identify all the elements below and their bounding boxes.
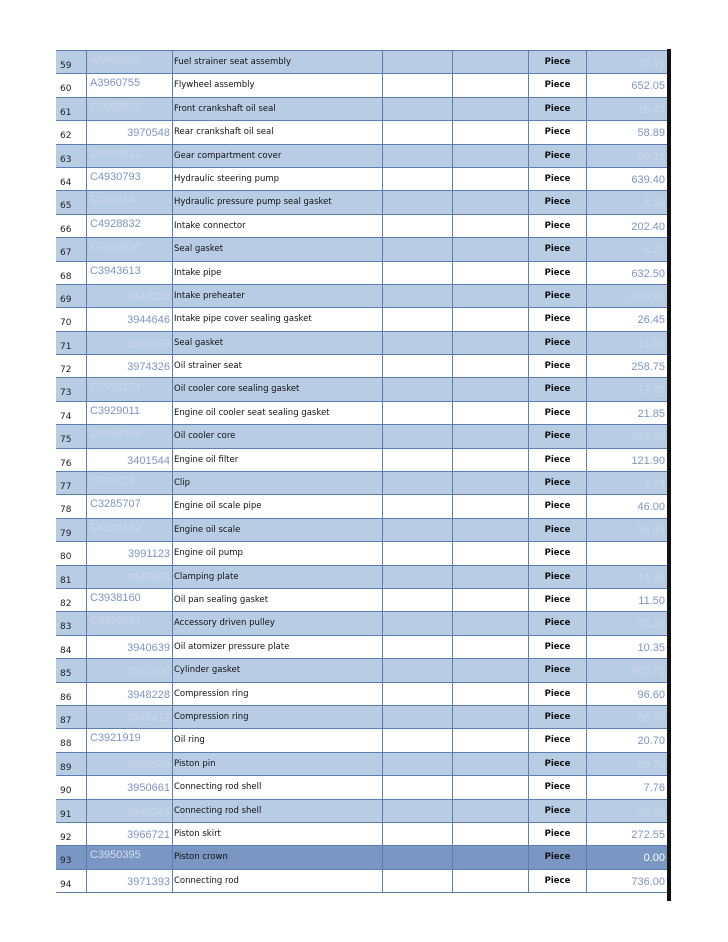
part-code: C3919624: [86, 612, 172, 634]
empty-cell: [452, 449, 528, 471]
empty-cell: [382, 74, 452, 96]
empty-cell: [382, 121, 452, 143]
row-number: 86: [60, 692, 72, 703]
empty-cell: [382, 636, 452, 658]
part-code: 3945244: [86, 800, 172, 822]
part-code: A3960755: [86, 74, 172, 96]
empty-cell: [452, 612, 528, 634]
part-description: Engine oil filter: [172, 449, 382, 471]
table-row: [56, 612, 668, 635]
table-row: [56, 191, 668, 214]
empty-cell: [382, 823, 452, 845]
row-number: 65: [60, 201, 72, 212]
empty-cell: [382, 776, 452, 798]
unit-label: Piece: [528, 612, 586, 634]
unit-label: Piece: [528, 846, 586, 868]
unit-label: Piece: [528, 683, 586, 705]
empty-cell: [382, 683, 452, 705]
part-description: Flywheel assembly: [172, 74, 382, 96]
unit-price: 14.95: [586, 566, 668, 588]
part-code: C3921919: [86, 729, 172, 751]
empty-cell: [452, 519, 528, 541]
unit-price: 89.70: [586, 753, 668, 775]
part-description: Connecting rod: [172, 870, 382, 892]
unit-label: Piece: [528, 870, 586, 892]
row-number: 61: [60, 107, 72, 118]
unit-label: Piece: [528, 823, 586, 845]
unit-label: Piece: [528, 402, 586, 424]
row-number: 90: [60, 786, 72, 797]
part-description: Engine oil cooler seat sealing gasket: [172, 402, 382, 424]
empty-cell: [452, 308, 528, 330]
unit-price: 652.05: [586, 74, 668, 96]
part-description: Clip: [172, 472, 382, 494]
part-description: Intake pipe: [172, 262, 382, 284]
unit-label: Piece: [528, 378, 586, 400]
empty-cell: [452, 215, 528, 237]
unit-price: 7.76: [586, 776, 668, 798]
row-number: 93: [60, 856, 72, 867]
unit-price: [586, 542, 668, 564]
table-row: [56, 846, 668, 869]
table-row: [56, 636, 668, 659]
part-description: Seal gasket: [172, 332, 382, 354]
table-row: [56, 285, 668, 308]
unit-price: 32.20: [586, 800, 668, 822]
table-row: [56, 238, 668, 261]
empty-cell: [382, 378, 452, 400]
unit-price: 21.85: [586, 402, 668, 424]
table-row: [56, 519, 668, 542]
empty-cell: [452, 659, 528, 681]
unit-price: 26.45: [586, 308, 668, 330]
row-number: 87: [60, 715, 72, 726]
unit-label: Piece: [528, 659, 586, 681]
row-number: 89: [60, 762, 72, 773]
unit-label: Piece: [528, 425, 586, 447]
unit-label: Piece: [528, 753, 586, 775]
unit-price: 46.00: [586, 495, 668, 517]
unit-label: Piece: [528, 800, 586, 822]
empty-cell: [382, 612, 452, 634]
part-code: C3929011: [86, 402, 172, 424]
table-row: [56, 51, 668, 74]
table-row: [56, 215, 668, 238]
part-code: 3945858: [86, 566, 172, 588]
unit-label: Piece: [528, 238, 586, 260]
part-code: C108723: [86, 472, 172, 494]
table-row: [56, 566, 668, 589]
table-row: [56, 753, 668, 776]
part-description: Intake connector: [172, 215, 382, 237]
empty-cell: [452, 753, 528, 775]
unit-price: 90.21: [586, 145, 668, 167]
unit-label: Piece: [528, 542, 586, 564]
empty-cell: [382, 285, 452, 307]
row-number: 69: [60, 294, 72, 305]
part-description: Compression ring: [172, 706, 382, 728]
table-row: [56, 378, 668, 401]
row-number: 85: [60, 669, 72, 680]
empty-cell: [452, 729, 528, 751]
empty-cell: [382, 332, 452, 354]
unit-label: Piece: [528, 332, 586, 354]
unit-price: 202.40: [586, 215, 668, 237]
part-description: Piston pin: [172, 753, 382, 775]
empty-cell: [452, 98, 528, 120]
empty-cell: [382, 98, 452, 120]
unit-price: 272.55: [586, 823, 668, 845]
unit-label: Piece: [528, 285, 586, 307]
table-row: [56, 98, 668, 121]
part-description: Accessory driven pulley: [172, 612, 382, 634]
part-code: C3943613: [86, 262, 172, 284]
part-description: Engine oil scale: [172, 519, 382, 541]
empty-cell: [382, 706, 452, 728]
table-row: [56, 589, 668, 612]
part-description: Intake pipe cover sealing gasket: [172, 308, 382, 330]
part-code: 3991123: [86, 542, 172, 564]
row-number: 59: [60, 61, 72, 71]
part-code: C3968562: [86, 98, 172, 120]
part-code: 3401544: [86, 449, 172, 471]
part-description: Fuel strainer seat assembly: [172, 51, 382, 73]
row-number: 91: [60, 809, 72, 820]
part-code: C3918174: [86, 378, 172, 400]
table-row: [56, 168, 668, 191]
unit-price: 258.75: [586, 355, 668, 377]
unit-price: 632.50: [586, 262, 668, 284]
unit-price: 4.60: [586, 191, 668, 213]
row-number: 70: [60, 318, 72, 329]
part-description: Hydraulic steering pump: [172, 168, 382, 190]
part-code: 3948228: [86, 683, 172, 705]
empty-cell: [452, 800, 528, 822]
empty-cell: [382, 519, 452, 541]
unit-price: 11.50: [586, 589, 668, 611]
part-code: 3944222: [86, 285, 172, 307]
empty-cell: [382, 495, 452, 517]
row-number: 94: [60, 879, 72, 890]
empty-cell: [382, 191, 452, 213]
unit-label: Piece: [528, 776, 586, 798]
empty-cell: [382, 425, 452, 447]
table-row: [56, 355, 668, 378]
empty-cell: [382, 215, 452, 237]
unit-price: 26.45: [586, 519, 668, 541]
part-code: C3285707: [86, 495, 172, 517]
unit-price: 1.73: [586, 472, 668, 494]
empty-cell: [452, 402, 528, 424]
empty-cell: [452, 238, 528, 260]
part-code: 3948412: [86, 706, 172, 728]
empty-cell: [382, 589, 452, 611]
unit-label: Piece: [528, 262, 586, 284]
part-description: Oil strainer seat: [172, 355, 382, 377]
empty-cell: [382, 262, 452, 284]
row-number: 68: [60, 271, 72, 282]
unit-label: Piece: [528, 145, 586, 167]
part-description: Oil cooler core sealing gasket: [172, 378, 382, 400]
empty-cell: [452, 285, 528, 307]
row-number: 74: [60, 411, 72, 422]
empty-cell: [452, 378, 528, 400]
empty-cell: [382, 870, 452, 892]
row-number: 63: [60, 154, 72, 165]
table-row: [56, 800, 668, 823]
part-description: Piston skirt: [172, 823, 382, 845]
empty-cell: [452, 823, 528, 845]
table-row: [56, 683, 668, 706]
part-description: Compression ring: [172, 683, 382, 705]
table-row: [56, 495, 668, 518]
part-code: 3950549: [86, 753, 172, 775]
empty-cell: [452, 589, 528, 611]
empty-cell: [452, 636, 528, 658]
empty-cell: [452, 776, 528, 798]
unit-label: Piece: [528, 519, 586, 541]
part-code: 3940639: [86, 636, 172, 658]
unit-price: 121.90: [586, 449, 668, 471]
row-number: 77: [60, 482, 72, 493]
row-number: 76: [60, 458, 72, 469]
part-code: C184916: [86, 191, 172, 213]
part-description: Connecting rod shell: [172, 800, 382, 822]
unit-label: Piece: [528, 449, 586, 471]
table-row: [56, 308, 668, 331]
part-description: Intake preheater: [172, 285, 382, 307]
row-number: 84: [60, 645, 72, 656]
part-description: Piston crown: [172, 846, 382, 868]
empty-cell: [452, 870, 528, 892]
part-code: 3970548: [86, 121, 172, 143]
empty-cell: [452, 542, 528, 564]
unit-price: 96.60: [586, 683, 668, 705]
empty-cell: [382, 355, 452, 377]
table-row: [56, 449, 668, 472]
empty-cell: [382, 402, 452, 424]
row-number: 62: [60, 131, 72, 142]
unit-price: 10.35: [586, 636, 668, 658]
empty-cell: [452, 846, 528, 868]
table-row: [56, 870, 668, 893]
parts-price-table: [56, 50, 668, 893]
unit-label: Piece: [528, 472, 586, 494]
part-description: Oil ring: [172, 729, 382, 751]
empty-cell: [452, 74, 528, 96]
empty-cell: [452, 472, 528, 494]
empty-cell: [382, 168, 452, 190]
row-number: 80: [60, 552, 72, 563]
unit-price: 17.25: [586, 378, 668, 400]
row-number: 82: [60, 598, 72, 609]
table-row: [56, 823, 668, 846]
part-description: Connecting rod shell: [172, 776, 382, 798]
unit-label: Piece: [528, 589, 586, 611]
unit-label: Piece: [528, 729, 586, 751]
part-description: Seal gasket: [172, 238, 382, 260]
part-code: C3950395: [86, 846, 172, 868]
unit-label: Piece: [528, 74, 586, 96]
empty-cell: [452, 121, 528, 143]
unit-price: 736.00: [586, 870, 668, 892]
unit-price: 82.80: [586, 706, 668, 728]
part-code: C3943813: [86, 145, 172, 167]
unit-price: 55.20: [586, 612, 668, 634]
part-code: C3966365: [86, 425, 172, 447]
row-number: 92: [60, 832, 72, 843]
table-row: [56, 472, 668, 495]
table-row: [56, 729, 668, 752]
row-number: 66: [60, 224, 72, 235]
empty-cell: [382, 145, 452, 167]
empty-cell: [382, 566, 452, 588]
unit-price: 372.60: [586, 425, 668, 447]
row-number: 88: [60, 739, 72, 750]
unit-label: Piece: [528, 636, 586, 658]
empty-cell: [452, 51, 528, 73]
unit-price: 21.85: [586, 332, 668, 354]
empty-cell: [452, 683, 528, 705]
part-code: C4928832: [86, 215, 172, 237]
part-code: 3950661: [86, 776, 172, 798]
unit-label: Piece: [528, 355, 586, 377]
unit-price: 0.00: [586, 846, 668, 868]
part-code: 3966721: [86, 823, 172, 845]
part-code: C3938160: [86, 589, 172, 611]
part-code: C4928636: [86, 238, 172, 260]
table-row: [56, 145, 668, 168]
empty-cell: [452, 191, 528, 213]
table-row: [56, 262, 668, 285]
part-code: C4930793: [86, 168, 172, 190]
table-row: [56, 121, 668, 144]
unit-label: Piece: [528, 308, 586, 330]
table-row: [56, 402, 668, 425]
part-code: 3971393: [86, 870, 172, 892]
unit-price: 639.40: [586, 168, 668, 190]
unit-label: Piece: [528, 121, 586, 143]
row-number: 78: [60, 505, 72, 516]
part-description: Engine oil scale pipe: [172, 495, 382, 517]
page-edge-bar: [667, 49, 671, 901]
empty-cell: [452, 145, 528, 167]
row-number: 67: [60, 248, 72, 259]
table-row: [56, 659, 668, 682]
empty-cell: [382, 238, 452, 260]
part-code: C4935132: [86, 519, 172, 541]
row-number: 60: [60, 84, 72, 95]
empty-cell: [382, 800, 452, 822]
part-code: 3974326: [86, 355, 172, 377]
empty-cell: [452, 262, 528, 284]
empty-cell: [452, 332, 528, 354]
unit-label: Piece: [528, 51, 586, 73]
empty-cell: [452, 168, 528, 190]
empty-cell: [382, 542, 452, 564]
part-description: Front crankshaft oil seal: [172, 98, 382, 120]
row-number: 73: [60, 388, 72, 399]
part-description: Oil pan sealing gasket: [172, 589, 382, 611]
part-code: 3992090: [86, 332, 172, 354]
row-number: 83: [60, 622, 72, 633]
empty-cell: [382, 753, 452, 775]
unit-price: 1,410.06: [586, 285, 668, 307]
empty-cell: [382, 846, 452, 868]
unit-label: Piece: [528, 191, 586, 213]
part-description: Oil atomizer pressure plate: [172, 636, 382, 658]
unit-label: Piece: [528, 495, 586, 517]
table-row: [56, 542, 668, 565]
unit-price: 58.89: [586, 121, 668, 143]
table-row: [56, 74, 668, 97]
part-description: Cylinder gasket: [172, 659, 382, 681]
unit-price: 20.70: [586, 729, 668, 751]
unit-label: Piece: [528, 215, 586, 237]
row-number: 81: [60, 575, 72, 586]
part-code: A3904362: [86, 51, 172, 73]
unit-label: Piece: [528, 168, 586, 190]
empty-cell: [452, 425, 528, 447]
unit-label: Piece: [528, 706, 586, 728]
empty-cell: [382, 659, 452, 681]
part-description: Oil cooler core: [172, 425, 382, 447]
table-row: [56, 776, 668, 799]
row-number: 72: [60, 365, 72, 376]
part-description: Rear crankshaft oil seal: [172, 121, 382, 143]
part-description: Gear compartment cover: [172, 145, 382, 167]
part-description: Clamping plate: [172, 566, 382, 588]
part-code: 3923366: [86, 659, 172, 681]
empty-cell: [452, 355, 528, 377]
empty-cell: [382, 729, 452, 751]
unit-label: Piece: [528, 566, 586, 588]
table-row: [56, 425, 668, 448]
empty-cell: [382, 308, 452, 330]
unit-label: Piece: [528, 98, 586, 120]
row-number: 64: [60, 177, 72, 188]
table-row: [56, 332, 668, 355]
empty-cell: [382, 51, 452, 73]
part-code: 3944646: [86, 308, 172, 330]
empty-cell: [452, 706, 528, 728]
row-number: 71: [60, 341, 72, 352]
table-row: [56, 706, 668, 729]
unit-price: 26.45: [586, 98, 668, 120]
empty-cell: [452, 566, 528, 588]
part-description: Engine oil pump: [172, 542, 382, 564]
unit-price: 26.91: [586, 51, 668, 73]
unit-price: 465.75: [586, 659, 668, 681]
row-number: 79: [60, 528, 72, 539]
empty-cell: [382, 472, 452, 494]
empty-cell: [382, 449, 452, 471]
row-number: 75: [60, 435, 72, 446]
unit-price: 6.21: [586, 238, 668, 260]
part-description: Hydraulic pressure pump seal gasket: [172, 191, 382, 213]
empty-cell: [452, 495, 528, 517]
